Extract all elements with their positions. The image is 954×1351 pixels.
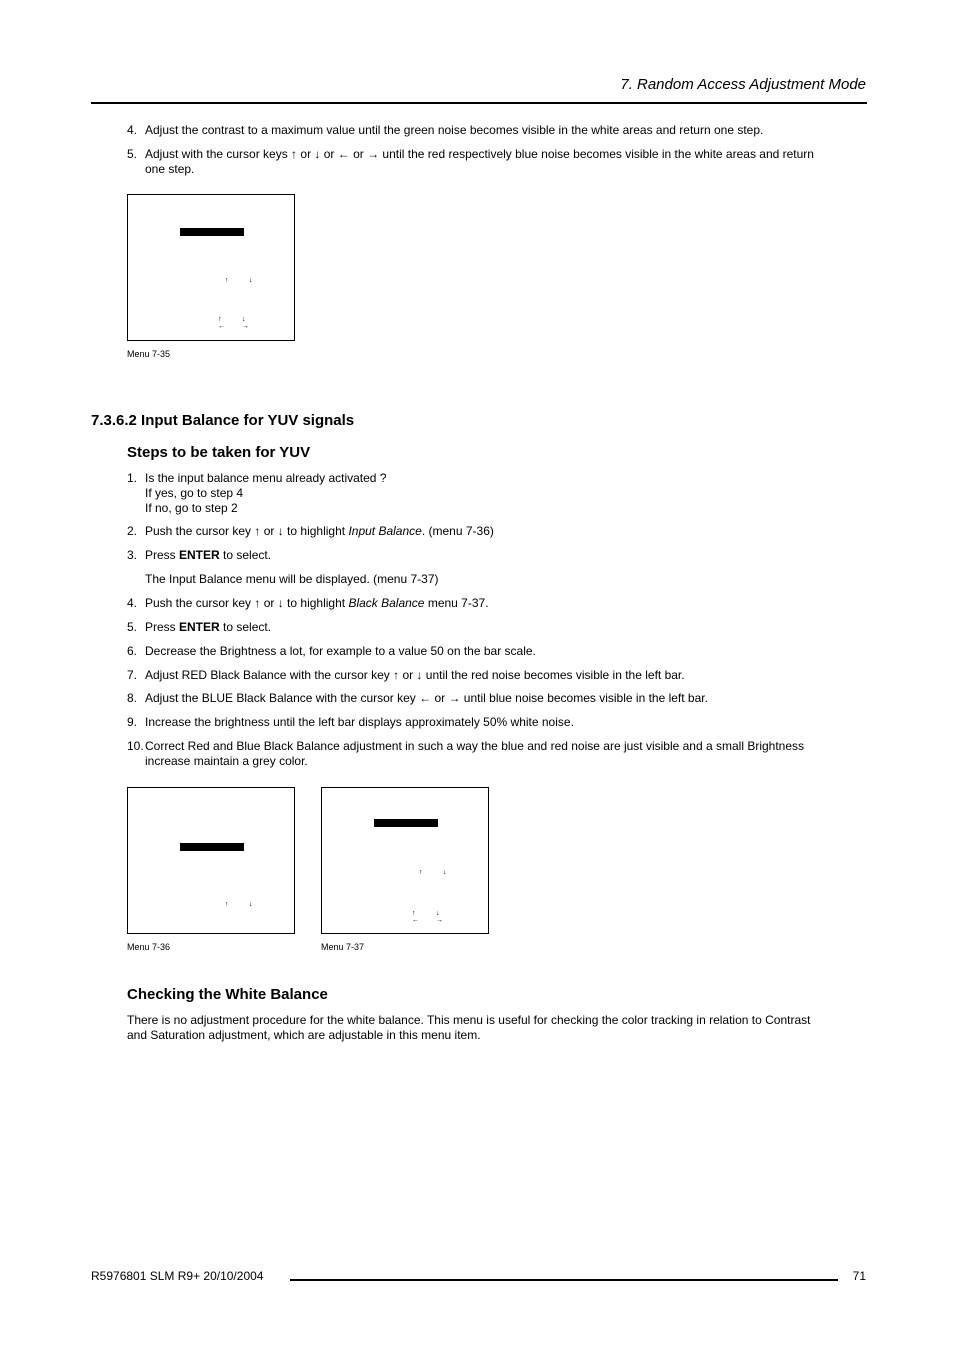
arrow-right-icon: → xyxy=(436,917,443,924)
chapter-title: 7. Random Access Adjustment Mode xyxy=(620,76,866,93)
figure-caption: Menu 7-36 xyxy=(127,942,171,952)
arrow-right-icon: → xyxy=(242,323,249,330)
arrow-down-icon: ↓ xyxy=(436,910,440,917)
footer-doc-ref: R5976801 SLM R9+ 20/10/2004 xyxy=(91,1269,264,1283)
menu-7-36-figure xyxy=(127,787,295,934)
arrow-up-icon: ↑ xyxy=(419,869,423,876)
menu-highlight-bar xyxy=(374,819,438,827)
figure-caption: Menu 7-37 xyxy=(321,942,365,952)
menu-highlight-bar xyxy=(180,228,244,236)
arrow-up-icon: ↑ xyxy=(218,316,222,323)
subsection-title: Checking the White Balance xyxy=(127,986,328,1003)
arrow-down-icon: ↓ xyxy=(242,316,246,323)
body-paragraph: There is no adjustment procedure for the white balance. This menu is useful for checking the color tracking in relation to Contrast and Saturation adjustment, which are adjustable in this menu item. xyxy=(127,1013,811,1042)
menu-highlight-bar xyxy=(180,843,244,851)
arrow-left-icon: ← xyxy=(412,917,419,924)
arrow-down-icon: ↓ xyxy=(443,869,447,876)
arrow-up-icon: ↑ xyxy=(412,910,416,917)
arrow-up-icon: ↑ xyxy=(225,901,229,908)
arrow-down-icon: ↓ xyxy=(249,277,253,284)
subsection-title: Steps to be taken for YUV xyxy=(127,444,311,461)
menu-7-35-figure xyxy=(127,194,295,341)
page-number: 71 xyxy=(852,1269,866,1283)
arrow-down-icon: ↓ xyxy=(249,901,253,908)
figure-caption: Menu 7-35 xyxy=(127,349,171,359)
footer-rule xyxy=(290,1279,838,1281)
header-rule xyxy=(91,102,867,104)
arrow-left-icon: ← xyxy=(218,323,225,330)
arrow-up-icon: ↑ xyxy=(225,277,229,284)
section-title: 7.3.6.2 Input Balance for YUV signals xyxy=(91,412,355,429)
menu-7-37-figure xyxy=(321,787,489,934)
